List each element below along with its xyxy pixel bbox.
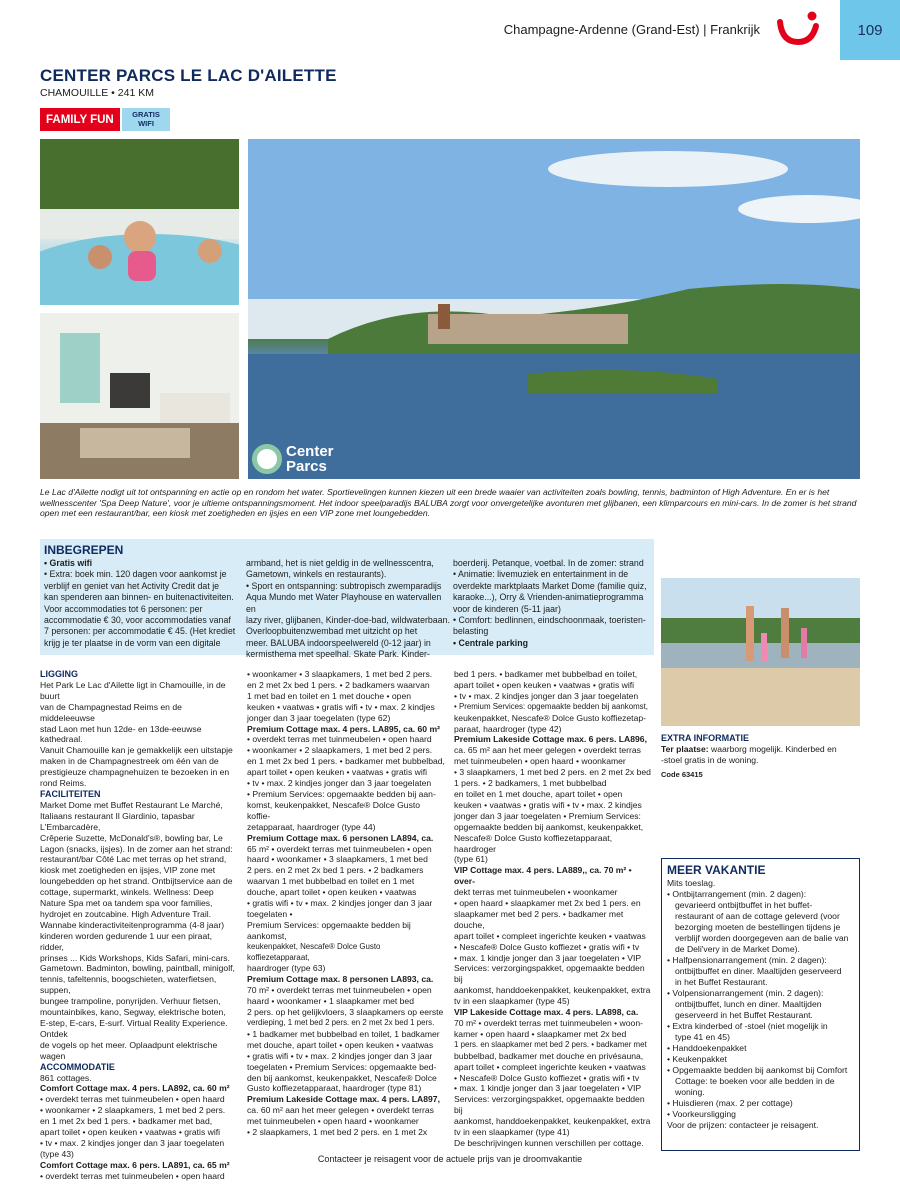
more-holiday-line: ontbijtbuffet en diner. Maaltijden geserveerd [675, 966, 842, 976]
more-holiday-line: restaurant of aan de cottage geleverd (voor [675, 911, 840, 921]
text-line: Wannabe kinderactiviteitenprogramma (4-8 jaar) [40, 919, 225, 930]
beach-photo-art [661, 578, 860, 726]
included-line: kan spenderen aan binnen- en buitenactiviteiten. [44, 592, 234, 603]
included-line: • Animatie: livemuziek en entertainment in de [453, 569, 629, 580]
included-line: • Extra: boek min. 120 dagen voor aankomst je [44, 569, 227, 580]
text-line: met tuinmeubelen • open haard • woonkamer [247, 1116, 419, 1127]
center-parcs-logo-icon [252, 444, 282, 474]
text-line: • max. 1 kindje jonger dan 3 jaar toegelaten • VIP [454, 1083, 642, 1094]
text-line: • Nescafe® Dolce Gusto koffiezet • gratis wifi • tv [454, 1072, 640, 1083]
page-number: 109 [840, 0, 900, 60]
text-line: • overdekt terras met tuinmeubelen • open haard [247, 734, 432, 745]
text-line: tennis, tafeltennis, boogschieten, waterfietsen, suppen, [40, 974, 217, 996]
text-line: Italiaans restaurant Il Giardinio, tapasbar L'Embarcadère, [40, 810, 195, 832]
text-line: Comfort Cottage max. 4 pers. LA892, ca. 60 m² [40, 1083, 230, 1094]
text-line: kamer • open haard • slaapkamer met 2x bed [454, 1028, 627, 1039]
text-line: Services: verzorgingspakket, opgemaakte bedden bij [454, 1094, 645, 1116]
text-line: VIP Lakeside Cottage max. 4 pers. LA898, ca. [454, 1007, 639, 1018]
text-line: 2 pers. op het gelijkvloers, 3 slaapkamers op eerste [247, 1007, 444, 1018]
more-holiday-line: • Keukenpakket [667, 1054, 727, 1064]
lake-photo [248, 139, 860, 479]
living-room-photo [40, 313, 239, 479]
text-line: komst, keukenpakket, Nescafe® Dolce Gusto koffie- [247, 799, 421, 821]
included-line: • Comfort: bedlinnen, eindschoonmaak, toeristen- [453, 615, 646, 626]
more-holiday-line: Voor de prijzen: contacteer je reisagent. [667, 1120, 819, 1130]
text-line: Comfort Cottage max. 6 pers. LA891, ca. 65 m² [40, 1159, 230, 1170]
text-line: tv in een slaapkamer (type 41) [454, 1127, 570, 1138]
more-holiday-line: bezorging moeten de bestellingen tijdens je [675, 922, 841, 932]
included-line: Aqua Mundo met Water Playhouse en watervallen en [246, 592, 442, 614]
region-label: Champagne-Ardenne (Grand-Est) | Frankrijk [503, 22, 760, 37]
text-line: aankomst, handdoekenpakket, keukenpakket, extra [454, 1116, 651, 1127]
text-line: kinderen worden gedurende 1 uur een piraat, ridder, [40, 930, 212, 952]
wifi-badge-line-2: WIFI [138, 119, 154, 128]
text-line: ca. 60 m² aan het meer gelegen • overdekt terras [247, 1105, 434, 1116]
text-line: keukenpakket, Nescafe® Dolce Gusto koffiezetapparaat, [247, 941, 381, 962]
included-column-2 [246, 558, 450, 661]
beach-photo [661, 578, 860, 726]
text-line: bungee trampoline, ponyrijden. Verhuur fietsen, [40, 996, 221, 1007]
text-line: Gametown. Badminton, bowling, paintball, minigolf, [40, 963, 235, 974]
text-line: zetapparaat, haardroger (type 44) [247, 821, 376, 832]
text-line: paraat, haardroger (type 42) [454, 723, 562, 734]
wifi-badge-line-1: GRATIS [132, 110, 160, 119]
text-line: tv in een slaapkamer (type 45) [454, 996, 570, 1007]
more-holiday-line: • Ontbijtarrangement (min. 2 dagen): [667, 889, 807, 899]
text-line: • overdekt terras met tuinmeubelen • open haard [40, 1170, 225, 1181]
text-line: Premium Lakeside Cottage max. 4 pers. LA897, [247, 1094, 440, 1105]
text-line: Services: verzorgingspakket, opgemaakte bedden bij [454, 963, 645, 985]
text-line: met douche, apart toilet • open keuken • vaatwas [247, 1039, 434, 1050]
pool-photo-art [40, 139, 239, 305]
text-line: Crêperie Suzette, McDonald's®, bowling bar, Le [40, 832, 223, 843]
more-holiday-line: • Extra kinderbed of -stoel (niet mogelijk in [667, 1021, 828, 1031]
included-line: overdekte marktplaats Market Dome (familie quiz, [453, 580, 647, 591]
included-line: karaoke...), Orry & Vrienden-animatieprogramma [453, 592, 644, 603]
text-line: 861 cottages. [40, 1072, 92, 1083]
text-line: 65 m² • overdekt terras met tuinmeubelen • open [247, 843, 432, 854]
included-line: meer. BALUBA indoorspeelwereld (0-12 jaar) in [246, 637, 431, 648]
text-line: maken in de Champagnestreek om één van de [40, 756, 219, 767]
more-holiday-line: • Halfpensionarrangement (min. 2 dagen): [667, 955, 827, 965]
text-line: en toilet en 1 met douche, apart toilet • open [454, 788, 623, 799]
included-box [40, 539, 654, 660]
extra-info [661, 733, 861, 780]
more-holiday-heading: MEER VAKANTIE [667, 863, 766, 877]
text-line: 2 pers. en 2 met 2x bed 1 pers. • 2 badkamers [247, 865, 424, 876]
more-holiday-line: • Handdoekenpakket [667, 1043, 747, 1053]
more-holiday-line: verblijf worden doorgegeven aan de balie van [675, 933, 849, 943]
text-line: Gusto koffiezetapparaat, haardroger (type 81) [247, 1083, 422, 1094]
center-parcs-logo-line-2: Parcs [286, 458, 327, 475]
text-line: E-step, E-cars, E-surf. Virtual Reality Experience. Ontdek [40, 1018, 228, 1039]
text-line: Nature Spa met oa tandem spa voor families, [40, 898, 213, 909]
text-line: • 1 badkamer met bubbelbad en toilet, 1 badkamer [247, 1028, 440, 1039]
text-line: (type 61) [454, 854, 488, 865]
more-holiday-line: Mits toeslag. [667, 878, 716, 888]
more-holiday-line: • Volpensionarrangement (min. 2 dagen): [667, 988, 824, 998]
text-column-2 [247, 669, 445, 1138]
included-line: boerderij. Petanque, voetbal. In de zomer: strand [453, 558, 644, 568]
more-holiday-line: de Deli'very in de Market Dome). [675, 944, 800, 954]
section-heading: ACCOMMODATIE [40, 1061, 115, 1072]
text-line: jonger dan 3 jaar toegelaten • Premium Services: [454, 810, 641, 821]
text-line: cottage, supermarkt, winkels. Wellness: Deep [40, 887, 214, 898]
text-line: ca. 65 m² aan het meer gelegen • overdekt terras [454, 745, 641, 756]
more-holiday-line: ontbijtbuffet, lunch en diner. Maaltijden [675, 999, 822, 1009]
text-line: • Premium Services: opgemaakte bedden bij aan- [247, 788, 436, 799]
more-holiday-line: in het Buffet Restaurant. [675, 977, 768, 987]
text-line: met tuinmeubelen • open haard • woonkamer [454, 756, 626, 767]
center-parcs-logo-line-1: Center [286, 443, 334, 460]
text-line: jonger dan 3 jaar toegelaten (type 62) [247, 712, 391, 723]
text-line: keuken • vaatwas • gratis wifi • tv • max. 2 kindjes [247, 701, 435, 712]
extra-info-heading: EXTRA INFORMATIE [661, 733, 749, 743]
text-line: 1 pers. en slaapkamer met bed 2 pers. • badkamer met [454, 1039, 647, 1049]
more-holiday-line: geserveerd in het Buffet Restaurant. [675, 1010, 813, 1020]
text-line: • woonkamer • 2 slaapkamers, 1 met bed 2 pers. [40, 1105, 226, 1116]
text-line: apart toilet • open keuken • vaatwas • gratis wifi [40, 1127, 221, 1138]
text-line: Het Park Le Lac d'Ailette ligt in Chamouille, in de buurt [40, 679, 226, 701]
included-line: krijg je ter plaatse in de vorm van een digitale [44, 637, 221, 648]
text-line: keuken • vaatwas • gratis wifi • tv • max. 2 kindjes [454, 799, 642, 810]
extra-info-label: Ter plaatse: [661, 744, 709, 755]
text-line: loungebedden op het strand. Ontbijtservice aan de [40, 876, 233, 887]
text-line: mountainbikes, kano, Segway, elektrische boten, [40, 1007, 226, 1018]
text-line: toegelaten • [247, 908, 293, 919]
text-line: • tv • max. 2 kindjes jonger dan 3 jaar toegelaten [40, 1137, 225, 1148]
text-line: Vanuit Chamouille kan je gemakkelijk een uitstapje [40, 745, 233, 756]
text-line: opgemaakte bedden bij aankomst, keukenpakket, [454, 821, 644, 832]
text-line: apart toilet • compleet ingerichte keuken • vaatwas [454, 1061, 646, 1072]
included-line: voor de kinderen (5-11 jaar) [453, 603, 561, 614]
text-line: • woonkamer • 2 slaapkamers, 1 met bed 2 pers. [247, 745, 433, 756]
text-line: verdieping, 1 met bed 2 pers. en 2 met 2x bed 1 pers. [247, 1018, 435, 1027]
hotel-title: CENTER PARCS LE LAC D'AILETTE [40, 66, 337, 85]
text-line: De beschrijvingen kunnen verschillen per cottage. [454, 1137, 644, 1148]
lake-photo-art [248, 139, 860, 479]
text-line: 1 pers. • 2 badkamers, 1 met bubbelbad [454, 778, 607, 789]
more-holiday-line: • Huisdieren (max. 2 per cottage) [667, 1098, 793, 1108]
included-line: accommodatie € 30, voor accommodaties vanaf [44, 615, 231, 626]
text-line: 70 m² • overdekt terras met tuinmeubelen • open [247, 985, 432, 996]
text-column-3 [454, 669, 654, 1149]
included-line: armband, het is niet geldig in de wellnesscentra, [246, 558, 434, 568]
included-line: belasting [453, 626, 489, 637]
text-column-1 [40, 669, 236, 1182]
text-line: en 1 met 2x bed 1 pers. • badkamer met bad, [40, 1116, 213, 1127]
text-line: rond Reims. [40, 778, 87, 789]
section-heading: FACILITEITEN [40, 788, 101, 799]
text-line: • gratis wifi • tv • max. 2 kindjes jonger dan 3 jaar [247, 1050, 433, 1061]
text-line: en 2 met 2x bed 1 pers. • 2 badkamers waarvan [247, 679, 430, 690]
text-line: prestigieuze champagnehuizen te bezoeken in en [40, 767, 230, 778]
included-line: • Gratis wifi [44, 558, 93, 568]
included-line: • Sport en ontspanning: subtropisch zwemparadijs [246, 580, 442, 591]
text-line: bed 1 pers. • badkamer met bubbelbad en toilet, [454, 669, 638, 679]
text-line: • 2 slaapkamers, 1 met bed 2 pers. en 1 met 2x [247, 1127, 428, 1138]
text-line: Premium Cottage max. 4 pers. LA895, ca. 60 m² [247, 723, 440, 734]
family-fun-badge: FAMILY FUN [40, 108, 120, 131]
text-line: Premium Cottage max. 8 personen LA893, ca. [247, 974, 434, 985]
more-holiday-box [661, 858, 860, 1151]
text-line: • tv • max. 2 kindjes jonger dan 3 jaar toegelaten [247, 778, 432, 789]
extra-info-text-2: -stoel gratis in de woning. [661, 755, 759, 766]
text-line: dekt terras met tuinmeubelen • woonkamer [454, 887, 618, 898]
included-column-1 [44, 558, 242, 649]
included-line: Gametown, winkels en restaurants). [246, 569, 387, 580]
text-line: • open haard • slaapkamer met 2x bed 1 pers. en [454, 898, 641, 909]
hotel-location: CHAMOUILLE • 241 KM [40, 87, 154, 99]
text-line: van de Champagnestad Reims en de middeleeuwse [40, 701, 182, 723]
text-line: slaapkamer met bed 2 pers. • badkamer met douche, [454, 908, 624, 930]
more-holiday-line: gevarieerd ontbijtbuffet in het buffet- [675, 900, 813, 910]
text-line: den bij aankomst, keukenpakket, Nescafe® Dolce [247, 1072, 437, 1083]
text-line: 1 met bad en toilet en 1 met douche • open [247, 690, 412, 701]
text-line: Premium Lakeside Cottage max. 6 pers. LA896, [454, 734, 647, 745]
text-line: Lagon (snacks, ijsjes). In de zomer aan het strand: [40, 843, 233, 854]
text-line: restaurant/bar Côté Lac met terras op het strand, [40, 854, 227, 865]
extra-info-text: waarborg mogelijk. Kinderbed en [708, 744, 837, 755]
pool-photo [40, 139, 239, 305]
text-line: waarvan 1 met bubbelbad en toilet en 1 met [247, 876, 415, 887]
text-line: haard • woonkamer • 3 slaapkamers, 1 met bed [247, 854, 428, 865]
text-line: bubbelbad, badkamer met douche en privésauna, [454, 1050, 644, 1061]
living-room-art [40, 313, 239, 479]
included-line: • Centrale parking [453, 637, 528, 648]
booking-code: Code 63415 [661, 769, 703, 779]
included-heading: INBEGREPEN [44, 543, 124, 557]
section-heading: LIGGING [40, 669, 78, 679]
text-line: Premium Cottage max. 6 personen LA894, ca. [247, 832, 434, 843]
more-holiday-line: type 41 en 45) [675, 1032, 730, 1042]
text-line: • max. 1 kindje jonger dan 3 jaar toegelaten • VIP [454, 952, 642, 963]
text-line: (type 43) [40, 1148, 74, 1159]
text-line: • woonkamer • 3 slaapkamers, 1 met bed 2 pers. [247, 669, 433, 679]
text-line: apart toilet • compleet ingerichte keuken • vaatwas [454, 930, 646, 941]
text-line: • gratis wifi • tv • max. 2 kindjes jonger dan 3 jaar [247, 898, 433, 909]
text-line: Nescafe® Dolce Gusto koffiezetapparaat, haardroger [454, 832, 613, 854]
text-line: toegelaten • Premium Services: opgemaakte bed- [247, 1061, 437, 1072]
text-line: 70 m² • overdekt terras met tuinmeubelen • woon- [454, 1018, 643, 1028]
text-line: VIP Cottage max. 4 pers. LA889,, ca. 70 m² • over- [454, 865, 632, 887]
text-line: • Premium Services: opgemaakte bedden bij aankomst, [454, 701, 648, 711]
center-parcs-logo [252, 444, 334, 474]
text-line: haard • woonkamer • 1 slaapkamer met bed [247, 996, 414, 1007]
text-line: prinses ... Kids Workshops, Kids Safari, mini-cars. [40, 952, 230, 963]
included-line: verblijf en geniet van het Activity Credit dat je [44, 580, 220, 591]
footer-note: Contacteer je reisagent voor de actuele prijs van je droomvakantie [317, 1154, 583, 1164]
text-line: Premium Services: opgemaakte bedden bij aankomst, [247, 919, 411, 941]
more-holiday-line: Cottage: te boeken voor alle bedden in de woning. [675, 1076, 835, 1097]
included-column-3 [453, 558, 653, 649]
photo-caption: Le Lac d'Ailette nodigt uit tot ontspanning en actie op en rondom het water. Sportievelingen kunnen kiezen uit een brede waaier van activiteiten zoals bowling, tennis, badminton of High Adventure. En er is het wellnesscenter 'Spa Deep Nature', voor je ultieme ontspanningsmoment. Het indoor speelparadijs BALUBA zorgt voor onvergetelijke avonturen met glijbanen, een klimparcours en mini-cars. In de zomer is het strand open met een restaurant/bar, een kiosk met zoetigheden en ijsjes en een VIP zone met loungebedden. [40, 487, 857, 519]
text-line: Market Dome met Buffet Restaurant Le Marché, [40, 799, 223, 810]
text-line: haardroger (type 63) [247, 963, 326, 974]
text-line: douche, apart toilet • open keuken • vaatwas [247, 887, 417, 898]
included-line: Overloopbuitenzwembad met uitzicht op het [246, 626, 418, 637]
text-line: en 1 met 2x bed 1 pers. • badkamer met bubbelbad, [247, 756, 445, 767]
text-line: apart toilet • open keuken • vaatwas • gratis wifi [454, 679, 635, 690]
tui-logo-icon [776, 8, 822, 48]
text-line: apart toilet • open keuken • vaatwas • gratis wifi [247, 767, 428, 778]
free-wifi-badge [122, 108, 170, 131]
included-line: lazy river, glijbanen, Kinder-doe-bad, wildwaterbaan. [246, 615, 450, 626]
text-line: kiosk met zoetigheden en ijsjes, VIP zone met [40, 865, 216, 876]
included-line: Voor accommodaties tot 6 personen: per [44, 603, 203, 614]
more-holiday-list [667, 878, 854, 1131]
text-line: • Nescafe® Dolce Gusto koffiezet • gratis wifi • tv [454, 941, 640, 952]
text-line: keukenpakket, Nescafe® Dolce Gusto koffiezetap- [454, 712, 646, 723]
text-line: de vogels op het meer. Oplaadpunt elektrische wagen [40, 1039, 218, 1061]
more-holiday-line: • Voorkeursligging [667, 1109, 736, 1119]
text-line: • 3 slaapkamers, 1 met bed 2 pers. en 2 met 2x bed [454, 767, 651, 778]
text-line: • overdekt terras met tuinmeubelen • open haard [40, 1094, 225, 1105]
text-line: aankomst, handdoekenpakket, keukenpakket, extra [454, 985, 651, 996]
included-line: kermisthema met speelhal. Skate Park. Kinder- [246, 649, 430, 660]
included-line: 7 personen: per accommodatie € 45. (Het krediet [44, 626, 236, 637]
more-holiday-line: • Opgemaakte bedden bij aankomst bij Comfort [667, 1065, 848, 1075]
text-line: hydrojet en zoutcabine. High Adventure Trail. [40, 908, 212, 919]
text-line: stad Laon met hun 12de- en 13de-eeuwse kathedraal. [40, 723, 202, 745]
text-line: • tv • max. 2 kindjes jonger dan 3 jaar toegelaten [454, 690, 639, 701]
